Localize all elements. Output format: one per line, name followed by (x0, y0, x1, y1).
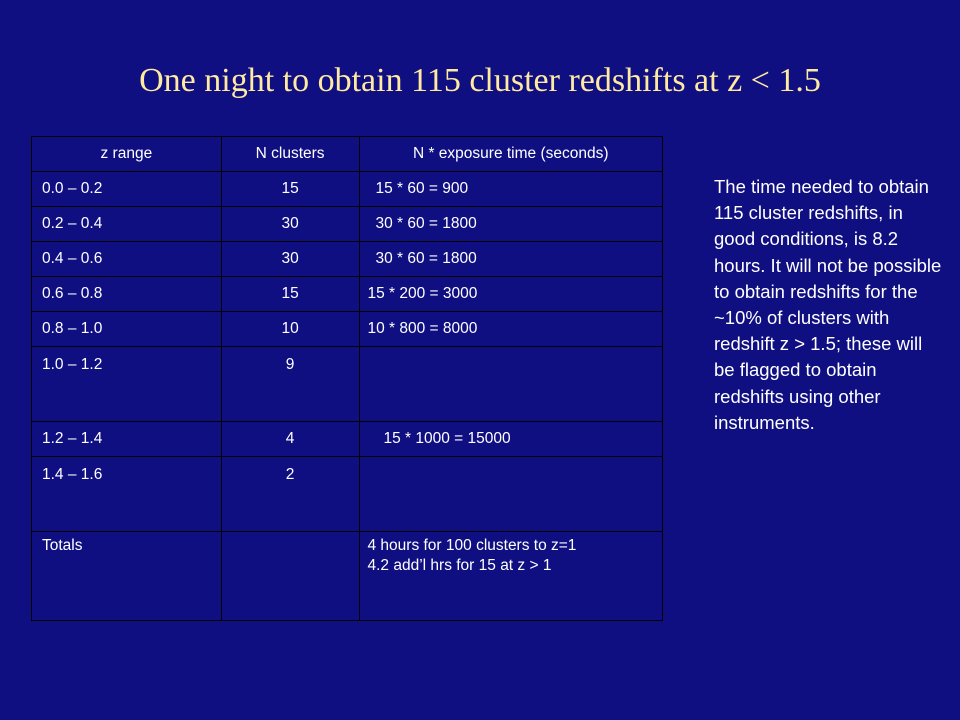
cell-n-clusters: 30 (221, 207, 359, 242)
cell-z-range: 0.8 – 1.0 (32, 312, 222, 347)
cell-n-clusters: 30 (221, 242, 359, 277)
totals-n-clusters (221, 532, 359, 621)
cell-exposure (359, 172, 663, 207)
cell-z-range: 0.2 – 0.4 (32, 207, 222, 242)
table-row (32, 312, 663, 347)
header-exposure-time: N * exposure time (seconds) (359, 137, 663, 172)
header-n-clusters: N clusters (221, 137, 359, 172)
totals-summary (359, 532, 663, 621)
totals-row (32, 532, 663, 621)
table-row (32, 422, 663, 457)
cell-exposure-text: 15 * 60 = 900 (375, 180, 469, 197)
slide-title: One night to obtain 115 cluster redshifts at z < 1.5 (139, 62, 821, 99)
table-row (32, 347, 663, 422)
side-note: The time needed to obtain 115 cluster redshifts, in good conditions, is 8.2 hours. It will not be possible to obtain redshifts for the ~10% of clusters with redshift z > 1.5; these will be flagged to obtain redshifts using other instruments. (714, 176, 942, 433)
table-row (32, 242, 663, 277)
redshift-table (31, 136, 663, 621)
cell-z-range: 0.4 – 0.6 (32, 242, 222, 277)
cell-n-clusters: 15 (221, 172, 359, 207)
table-row (32, 207, 663, 242)
cell-n-clusters: 15 (221, 277, 359, 312)
totals-line-1: 4 hours for 100 clusters to z=1 (367, 537, 577, 554)
cell-z-range: 1.2 – 1.4 (32, 422, 222, 457)
table-row (32, 172, 663, 207)
cell-exposure-text: 30 * 60 = 1800 (375, 215, 477, 232)
cell-n-clusters: 10 (221, 312, 359, 347)
cell-exposure (359, 277, 663, 312)
cell-n-clusters: 2 (221, 457, 359, 532)
cell-exposure (359, 312, 663, 347)
totals-label: Totals (32, 532, 222, 621)
table-row (32, 277, 663, 312)
totals-line-2: 4.2 add’l hrs for 15 at z > 1 (367, 557, 552, 574)
cell-exposure (359, 207, 663, 242)
cell-z-range: 1.4 – 1.6 (32, 457, 222, 532)
table-row (32, 457, 663, 532)
cell-n-clusters: 9 (221, 347, 359, 422)
cell-exposure (359, 457, 663, 532)
cell-exposure-text: 10 * 800 = 8000 (367, 320, 478, 337)
cell-exposure-text: 15 * 200 = 3000 (367, 285, 478, 302)
header-z-range: z range (32, 137, 222, 172)
cell-n-clusters: 4 (221, 422, 359, 457)
cell-exposure-text: 30 * 60 = 1800 (375, 250, 477, 267)
table-header-row (32, 137, 663, 172)
cell-z-range: 0.6 – 0.8 (32, 277, 222, 312)
cell-z-range: 1.0 – 1.2 (32, 347, 222, 422)
cell-z-range: 0.0 – 0.2 (32, 172, 222, 207)
cell-exposure (359, 347, 663, 422)
cell-exposure-text: 15 * 1000 = 15000 (383, 430, 511, 447)
cell-exposure (359, 242, 663, 277)
cell-exposure (359, 422, 663, 457)
